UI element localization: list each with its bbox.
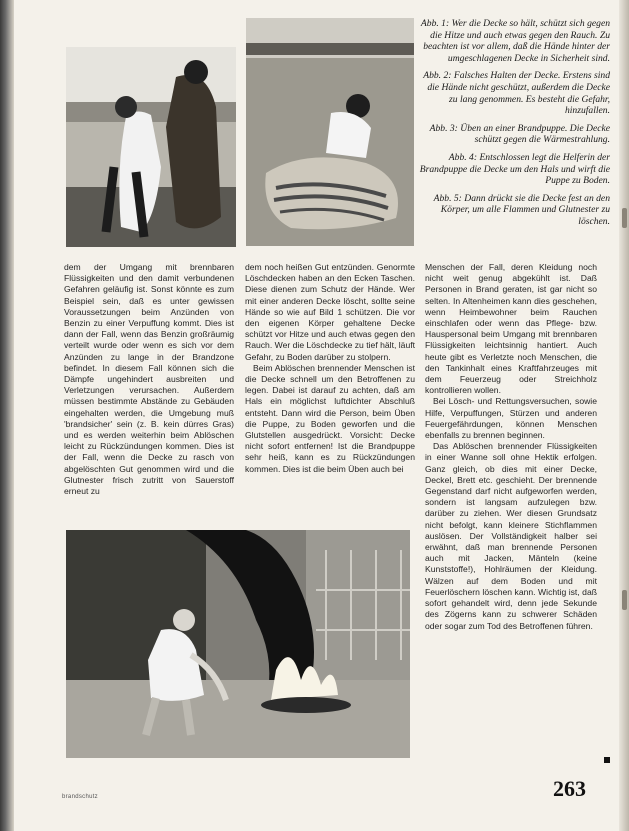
text-column-1 [64,262,234,497]
photo-1-image [66,47,236,247]
caption-5: Abb. 5: Dann drückt sie die Decke fest an den Körper, um alle Flammen und Glutnester zu löschen. [433,192,610,227]
photo-2 [246,18,414,246]
page-right-edge [619,0,629,831]
caption-2: Abb. 2: Falsches Halten der Decke. Erstens sind die Hände nicht geschützt, außerdem die Decke zu lang genommen. Es besteht die Gefahr, hinzufallen. [423,70,610,117]
caption-3: Abb. 3: Üben an einer Brandpuppe. Die Decke schützt gegen die Wärmestrahlung. [429,122,610,146]
column-1-paragraph: dem der Umgang mit brennbaren Flüssigkeiten und den damit verbundenen Gefahren geläufig ist. Sonst könnte es zum Beispiel sein, daß es unter gewissen Voraussetzungen beim Anzünden von Benzin zu einer Verpuffung kommt. Dies ist dann der Fall, wenn das Benzin großräumig verteilt wurde oder wenn es sich vor dem Anzünden zu lange in der Brandzone befindet. In diesem Fall können sich die Dämpfe ungehindert ausbreiten und Verletzungen verursachen. Außerdem müssen bestimmte Abstände zu Gebäuden eingehalten werden, die Umgebung muß 'brandsicher' sein (z. B. kein dürres Gras) und es werden weiterhin beim Ablöschen leicht zu Rückzündungen kommen. Dies ist der Fall, wenn die Decke zu rasch von abgelöschten Gut genommen wird und die Glutnester frisch zutritt von Sauerstoff erneut zu [64,262,234,497]
column-3-paragraph-1: Menschen der Fall, deren Kleidung noch nicht weit genug abgekühlt ist. Daß Personen in Brand geraten, ist gar nicht so selten. In Altenheimen kann dies geschehen, wenn Heimbewohner beim Rauchen einschlafen oder wenn das Pflege- bzw. Hauspersonal beim Umgang mit brennbaren Flüssigkeiten leichtsinnig hantiert. Auch heute gibt es Verletzte noch Menschen, die den Tankinhalt eines Kraftfahrzeuges mit dem Feuerzeug oder Streichholz kontrollieren wollen. [425,262,597,396]
page-binding-edge [0,0,14,831]
photo-3 [66,530,410,758]
end-of-article-marker [604,757,610,763]
column-3-paragraph-3: Das Ablöschen brennender Flüssigkeiten in einer Wanne soll ohne Hektik erfolgen. Ganz gleich, ob dies mit einer Decke, Deckel, Brett etc. geschieht. Der brennende Gegenstand darf nicht aufgeworfen werden, sondern ist langsam aufzulegen bzw. darüber zu ziehen. Wer diesen Grundsatz nicht befolgt, kann kleinere Stichflammen auslösen. Der Vollständigkeit halber sei erwähnt, daß man brennende Personen auch mit Jacken, Mänteln (keine Kunststoffe!), Hohlräumen der Kleidung. Wälzen auf dem Boden und mit Feuerlöschern löschen kann. Wichtig ist, daß sofort gehandelt wird, denn jede Sekunde des Zögerns kann zu schwerer Schäden oder sogar zum Tod des Betroffenen führen. [425,441,597,631]
column-2-paragraph-2: Beim Ablöschen brennender Menschen ist die Decke schnell um den Betroffenen zu legen. Dabei ist darauf zu achten, daß am Hals ein möglichst luftdichter Abschluß entsteht. Dann wird die Person, beim Üben die Puppe, zu Boden geworfen und die Glutstellen ausgedrückt. Vorsicht: Decke nicht sofort entfernen! Ist die Brandpuppe sehr heiß, kann es zu Rückzündungen kommen. Dies ist die beim Üben auch bei [245,362,415,474]
column-2-paragraph-1: dem noch heißen Gut entzünden. Genormte Löschdecken haben an den Ecken Taschen. Diese dienen zum Schutz der Hände. Wer mit einer anderen Decke löscht, sollte seine Hände so wie auf Bild 1 schützen. Die vor den eigenen Körper gehaltene Decke schützt vor Hitze und auch etwas gegen den Rauch. Wer die Löschdecke zu tief hält, läuft Gefahr, zu Boden darüber zu stolpern. [245,262,415,362]
photo-captions [418,18,610,234]
photo-3-image [66,530,410,758]
text-column-3 [425,262,597,632]
punch-hole [622,208,627,228]
footer-publication: brandschutz [62,794,98,800]
punch-hole [622,590,627,610]
page-number: 263 [553,776,586,801]
photo-2-image [246,18,414,246]
text-column-2 [245,262,415,475]
photo-1 [66,47,236,247]
caption-4: Abb. 4: Entschlossen legt die Helferin der Brandpuppe die Decke um den Hals und wirft die Puppe zu Boden. [419,151,610,187]
caption-1: Abb. 1: Wer die Decke so hält, schützt sich gegen die Hitze und auch etwas gegen den Rauch. Zu beachten ist vor allem, daß die Hände hinter der umgeschlagenen Decke in Sicherheit sind. [420,18,610,64]
column-3-paragraph-2: Bei Lösch- und Rettungsversuchen, sowie Hilfe, Verpuffungen, Stürzen und anderen Feuergefährdungen, können Menschen ebenfalls zu brennen beginnen. [425,396,597,441]
